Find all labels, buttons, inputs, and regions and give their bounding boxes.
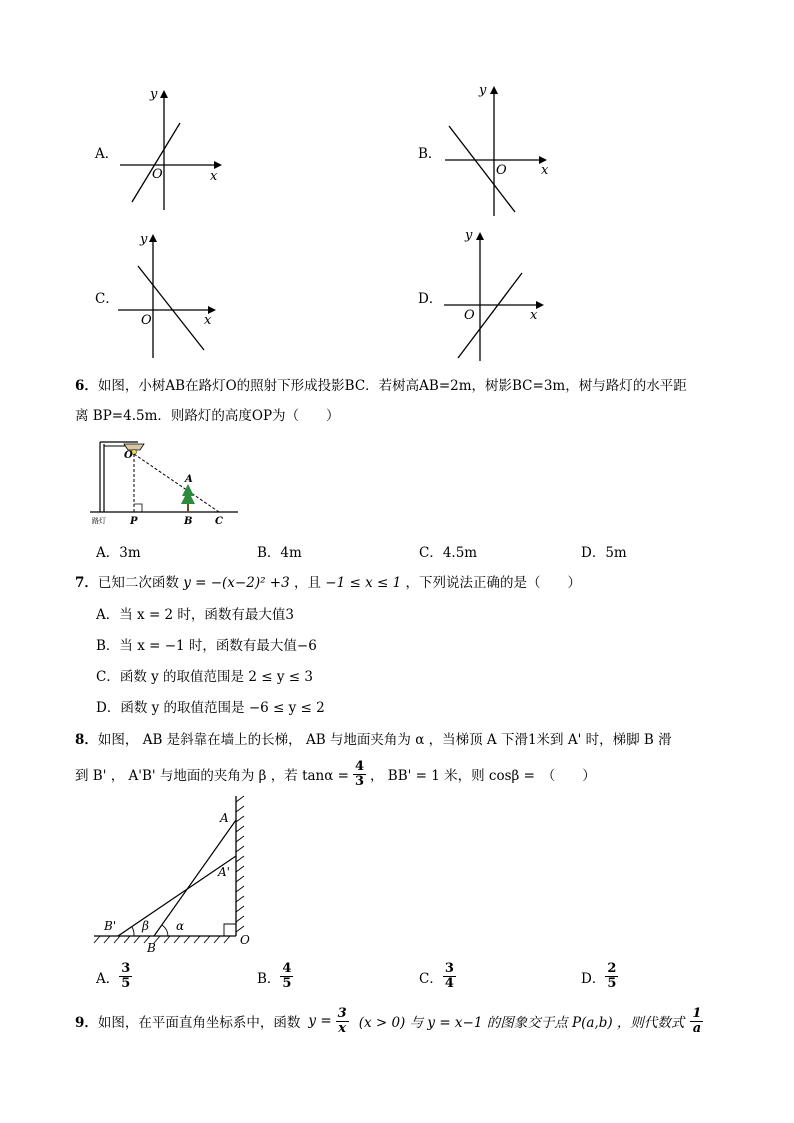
y-label: y	[150, 87, 158, 102]
q6-option-c: C．4.5m	[419, 545, 478, 561]
fraction-numerator: 4	[354, 758, 365, 774]
label-beta: β	[142, 919, 149, 933]
origin-label: O	[464, 308, 475, 323]
fraction-denominator: 5	[121, 976, 131, 991]
label-o: O	[124, 450, 133, 461]
label-a: A	[185, 474, 193, 485]
question-number: 6．	[75, 378, 98, 394]
question-6-line2: 离 BP=4.5m．则路灯的高度OP为（ ）	[75, 408, 340, 424]
option-letter: D．	[581, 970, 606, 987]
stem-text-a: 已知二次函数	[97, 575, 179, 591]
range-expression: −1 ≤ x ≤ 1	[325, 575, 402, 591]
label-b: B	[184, 516, 193, 527]
x-axis-arrow	[214, 161, 222, 169]
label-alpha: α	[176, 919, 185, 933]
question-8-line1	[75, 728, 672, 748]
y-label: y	[140, 232, 148, 247]
x-label: x	[541, 163, 549, 178]
fraction-denominator: 4	[444, 976, 454, 991]
graph-option-a	[110, 85, 230, 215]
x-label: x	[204, 313, 212, 328]
origin-label: O	[496, 163, 507, 178]
stem-text-b: ，且	[293, 575, 321, 591]
fraction-denominator: a	[692, 1020, 702, 1036]
option-a-label: A．	[95, 146, 119, 162]
origin-label: O	[152, 167, 163, 182]
fraction-numerator: 3	[337, 1005, 347, 1021]
right-angle-mark	[224, 924, 236, 936]
label-a: A	[220, 811, 229, 825]
question-number: 9．	[75, 1015, 98, 1031]
beta-arc	[132, 927, 134, 936]
option-letter: A．	[96, 970, 120, 987]
y-label: y	[465, 228, 473, 243]
question-number: 8．	[75, 732, 98, 748]
question-text-a: 到 B' ， A'B' 与地面的夹角为 β ，若 tanα =	[75, 768, 349, 784]
stem-text-c: ，下列说法正确的是（ ）	[405, 575, 581, 591]
q7-option-b: B．当 x = −1 时，函数有最大值−6	[96, 638, 317, 654]
function-expression: y = −(x−2)² +3	[183, 575, 290, 591]
question-number: 7．	[75, 575, 98, 591]
y-axis-arrow	[490, 86, 498, 94]
option-c-label: C．	[95, 291, 119, 307]
option-b-label: B．	[418, 146, 442, 162]
q7-option-d: D．函数 y 的取值范围是 −6 ≤ y ≤ 2	[96, 700, 325, 716]
label-c: C	[215, 516, 223, 527]
option-letter: C．	[419, 970, 443, 987]
fraction-numerator: 4	[282, 961, 292, 976]
y-axis-arrow	[160, 90, 168, 98]
q6-option-b: B．4m	[257, 545, 302, 561]
function-line	[132, 123, 180, 202]
q7-option-a: A．当 x = 2 时，函数有最大值3	[96, 607, 295, 623]
question-6-line1	[75, 374, 687, 394]
question-text-b: ， BB' = 1 米，则 cosβ = （ ）	[370, 768, 596, 784]
q8-option-a	[96, 962, 132, 991]
tan-fraction	[353, 760, 366, 789]
fraction-numerator: 3	[444, 961, 454, 976]
y-label: y	[479, 83, 487, 98]
graph-option-d	[440, 225, 560, 365]
fraction-denominator: 3	[354, 773, 365, 789]
q8-option-c	[419, 962, 456, 991]
option-letter: B．	[257, 970, 281, 987]
question-text-b: (x > 0) 与 y = x−1 的图象交于点 P(a,b) ，则代数式	[358, 1015, 685, 1031]
label-o: O	[240, 933, 250, 947]
fraction-numerator: 3	[121, 961, 131, 976]
question-text: 如图， AB 是斜靠在墙上的长梯， AB 与地面夹角为 α ，当梯顶 A 下滑1米到 A' 时，梯脚 B 滑	[97, 732, 672, 748]
option-fraction	[605, 962, 618, 991]
option-fraction	[280, 962, 293, 991]
function-lhs: y =	[308, 1013, 332, 1029]
label-p: P	[130, 516, 138, 527]
origin-label: O	[141, 313, 152, 328]
light-ray	[134, 454, 219, 512]
question-6-figure	[88, 432, 243, 528]
fraction-denominator: x	[338, 1020, 347, 1036]
function-line	[138, 266, 204, 350]
question-7-stem	[75, 571, 581, 591]
question-8-line2	[75, 758, 596, 790]
q6-option-a: A．3m	[96, 545, 141, 561]
fraction-denominator: 5	[282, 976, 292, 991]
wall-hatching	[236, 796, 244, 932]
ground-hatching	[94, 936, 230, 943]
fraction-numerator: 1	[692, 1005, 702, 1021]
fraction-denominator: 5	[607, 976, 617, 991]
function-fraction	[336, 1007, 349, 1036]
fraction-numerator: 2	[607, 961, 617, 976]
option-fraction	[119, 962, 132, 991]
q8-option-d	[581, 962, 618, 991]
right-angle-mark	[134, 504, 142, 512]
x-label: x	[530, 308, 538, 323]
graph-option-c	[110, 228, 230, 362]
question-8-figure	[90, 792, 260, 952]
expression-fraction	[690, 1007, 703, 1036]
question-text: 如图，小树AB在路灯O的照射下形成投影BC．若树高AB=2m，树影BC=3m，树与路灯的水平距	[97, 378, 687, 394]
label-b-prime: B'	[104, 919, 117, 933]
q7-option-c: C．函数 y 的取值范围是 2 ≤ y ≤ 3	[96, 669, 313, 685]
option-fraction	[443, 962, 456, 991]
alpha-arc	[162, 925, 168, 936]
q8-option-b	[257, 962, 293, 991]
label-a-prime: A'	[218, 865, 230, 879]
option-d-label: D．	[418, 291, 443, 307]
graph-option-b	[435, 80, 555, 220]
label-b: B	[147, 941, 156, 952]
y-axis-arrow	[476, 232, 484, 240]
x-label: x	[210, 169, 218, 184]
label-lamp: 路灯	[92, 517, 106, 525]
question-9-line1	[75, 1003, 703, 1039]
q6-option-d: D．5m	[581, 545, 627, 561]
y-axis-arrow	[149, 234, 157, 242]
question-text-a: 如图，在平面直角坐标系中，函数	[97, 1015, 301, 1031]
